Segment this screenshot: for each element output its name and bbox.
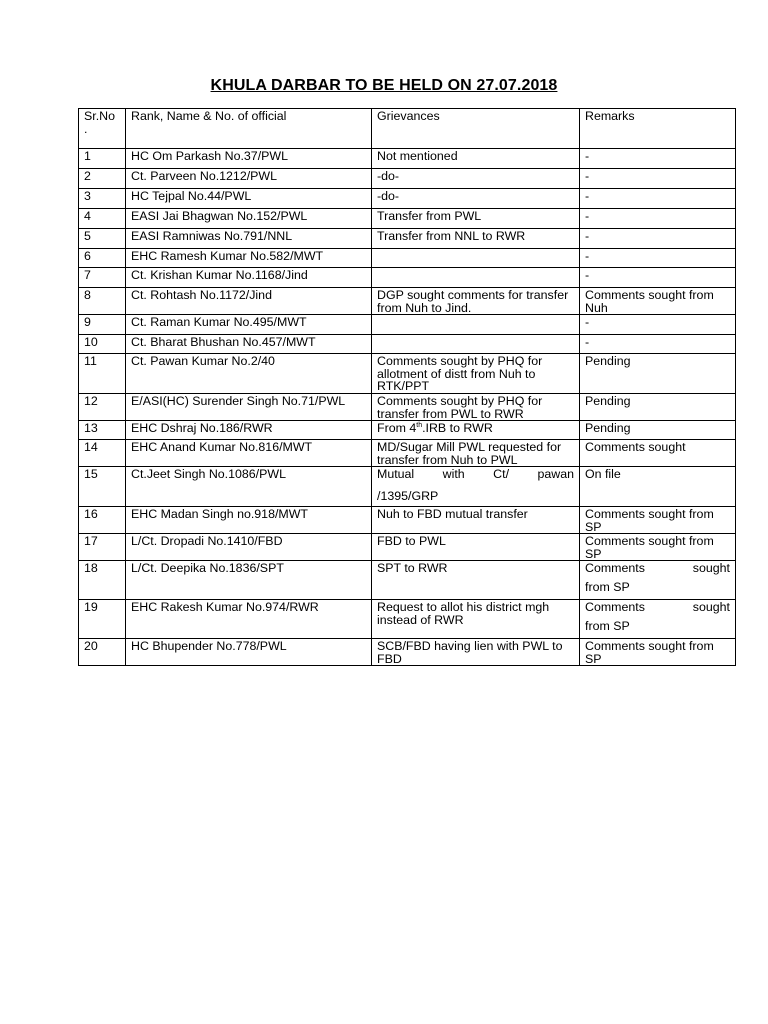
cell-sr: 17 — [79, 534, 126, 561]
table-row — [79, 169, 736, 189]
grievance-table — [78, 108, 736, 666]
cell-sr: 18 — [79, 561, 126, 600]
cell-rank: EHC Rakesh Kumar No.974/RWR — [126, 600, 372, 639]
cell-sr: 1 — [79, 149, 126, 169]
cell-grievance: SCB/FBD having lien with PWL to FBD — [372, 639, 580, 666]
table-row — [79, 440, 736, 467]
table-row — [79, 600, 736, 639]
cell-remarks: - — [580, 335, 736, 354]
cell-sr: 20 — [79, 639, 126, 666]
grievance-text-pre: From 4 — [377, 421, 417, 435]
table-row — [79, 229, 736, 249]
cell-remarks: - — [580, 169, 736, 189]
cell-rank: EHC Ramesh Kumar No.582/MWT — [126, 249, 372, 268]
cell-sr: 7 — [79, 268, 126, 288]
cell-remarks: Pending — [580, 394, 736, 421]
header-srno — [79, 109, 126, 149]
cell-remarks: - — [580, 149, 736, 169]
cell-rank: Ct. Raman Kumar No.495/MWT — [126, 315, 372, 335]
cell-grievance — [372, 421, 580, 440]
table-row — [79, 354, 736, 394]
cell-rank: L/Ct. Deepika No.1836/SPT — [126, 561, 372, 600]
header-srno-dot: . — [84, 121, 88, 136]
cell-grievance: Transfer from NNL to RWR — [372, 229, 580, 249]
table-row — [79, 209, 736, 229]
table-row — [79, 189, 736, 209]
cell-rank: EASI Jai Bhagwan No.152/PWL — [126, 209, 372, 229]
cell-rank: Ct. Pawan Kumar No.2/40 — [126, 354, 372, 394]
cell-sr: 19 — [79, 600, 126, 639]
table-row — [79, 561, 736, 600]
cell-remarks — [580, 600, 736, 639]
table-row — [79, 288, 736, 315]
table-row — [79, 507, 736, 534]
cell-grievance: Nuh to FBD mutual transfer — [372, 507, 580, 534]
table-row — [79, 249, 736, 268]
cell-rank: Ct. Rohtash No.1172/Jind — [126, 288, 372, 315]
cell-remarks — [580, 561, 736, 600]
table-row — [79, 467, 736, 507]
table-row — [79, 639, 736, 666]
cell-grievance — [372, 335, 580, 354]
cell-rank: Ct. Bharat Bhushan No.457/MWT — [126, 335, 372, 354]
cell-grievance — [372, 268, 580, 288]
cell-grievance: FBD to PWL — [372, 534, 580, 561]
cell-rank: L/Ct. Dropadi No.1410/FBD — [126, 534, 372, 561]
cell-remarks: - — [580, 229, 736, 249]
table-row — [79, 268, 736, 288]
cell-sr: 2 — [79, 169, 126, 189]
table-row — [79, 315, 736, 335]
grievance-line-1: Mutual with Ct/ pawan — [377, 467, 574, 481]
grievance-superscript: th — [416, 421, 423, 429]
cell-grievance: Not mentioned — [372, 149, 580, 169]
cell-grievance: Comments sought by PHQ for transfer from PWL to RWR — [372, 394, 580, 421]
header-grievances: Grievances — [372, 109, 580, 149]
remarks-line-2: from SP — [585, 618, 630, 633]
cell-rank: EHC Anand Kumar No.816/MWT — [126, 440, 372, 467]
cell-grievance: SPT to RWR — [372, 561, 580, 600]
cell-sr: 5 — [79, 229, 126, 249]
cell-grievance — [372, 315, 580, 335]
cell-sr: 15 — [79, 467, 126, 507]
cell-remarks: - — [580, 249, 736, 268]
cell-grievance: DGP sought comments for transfer from Nuh to Jind. — [372, 288, 580, 315]
cell-remarks: Pending — [580, 354, 736, 394]
table-header-row — [79, 109, 736, 149]
remarks-line-1: Comments sought — [585, 561, 730, 575]
cell-grievance: Transfer from PWL — [372, 209, 580, 229]
cell-sr: 12 — [79, 394, 126, 421]
table-row — [79, 534, 736, 561]
cell-rank: Ct. Parveen No.1212/PWL — [126, 169, 372, 189]
cell-sr: 16 — [79, 507, 126, 534]
cell-sr: 14 — [79, 440, 126, 467]
cell-remarks: Pending — [580, 421, 736, 440]
cell-remarks: Comments sought from SP — [580, 534, 736, 561]
cell-grievance — [372, 249, 580, 268]
cell-rank: EHC Madan Singh no.918/MWT — [126, 507, 372, 534]
cell-sr: 3 — [79, 189, 126, 209]
cell-sr: 10 — [79, 335, 126, 354]
grievance-line-2: /1395/GRP — [377, 488, 439, 503]
cell-sr: 6 — [79, 249, 126, 268]
cell-rank: HC Om Parkash No.37/PWL — [126, 149, 372, 169]
cell-remarks: Comments sought from Nuh — [580, 288, 736, 315]
document-title: KHULA DARBAR TO BE HELD ON 27.07.2018 — [210, 77, 558, 94]
cell-grievance — [372, 467, 580, 507]
cell-rank: Ct.Jeet Singh No.1086/PWL — [126, 467, 372, 507]
cell-remarks: - — [580, 268, 736, 288]
remarks-line-2: from SP — [585, 579, 630, 594]
cell-remarks: - — [580, 209, 736, 229]
header-rank: Rank, Name & No. of official — [126, 109, 372, 149]
cell-grievance: -do- — [372, 189, 580, 209]
remarks-line-1: Comments sought — [585, 600, 730, 614]
header-remarks: Remarks — [580, 109, 736, 149]
cell-sr: 9 — [79, 315, 126, 335]
cell-grievance: MD/Sugar Mill PWL requested for transfer from Nuh to PWL — [372, 440, 580, 467]
header-srno-label: Sr.No — [84, 109, 115, 123]
cell-rank: HC Bhupender No.778/PWL — [126, 639, 372, 666]
cell-grievance: Comments sought by PHQ for allotment of distt from Nuh to RTK/PPT — [372, 354, 580, 394]
cell-rank: HC Tejpal No.44/PWL — [126, 189, 372, 209]
table-row — [79, 421, 736, 440]
cell-remarks: On file — [580, 467, 736, 507]
cell-rank: E/ASI(HC) Surender Singh No.71/PWL — [126, 394, 372, 421]
cell-remarks: Comments sought from SP — [580, 507, 736, 534]
cell-grievance: -do- — [372, 169, 580, 189]
grievance-text-post: .IRB to RWR — [422, 421, 493, 435]
table-row — [79, 394, 736, 421]
cell-rank: Ct. Krishan Kumar No.1168/Jind — [126, 268, 372, 288]
cell-sr: 11 — [79, 354, 126, 394]
table-row — [79, 335, 736, 354]
cell-grievance: Request to allot his district mgh instead of RWR — [372, 600, 580, 639]
cell-remarks: Comments sought — [580, 440, 736, 467]
cell-rank: EASI Ramniwas No.791/NNL — [126, 229, 372, 249]
cell-remarks: - — [580, 189, 736, 209]
table-row — [79, 149, 736, 169]
cell-sr: 13 — [79, 421, 126, 440]
cell-sr: 4 — [79, 209, 126, 229]
cell-rank: EHC Dshraj No.186/RWR — [126, 421, 372, 440]
cell-sr: 8 — [79, 288, 126, 315]
cell-remarks: Comments sought from SP — [580, 639, 736, 666]
cell-remarks: - — [580, 315, 736, 335]
